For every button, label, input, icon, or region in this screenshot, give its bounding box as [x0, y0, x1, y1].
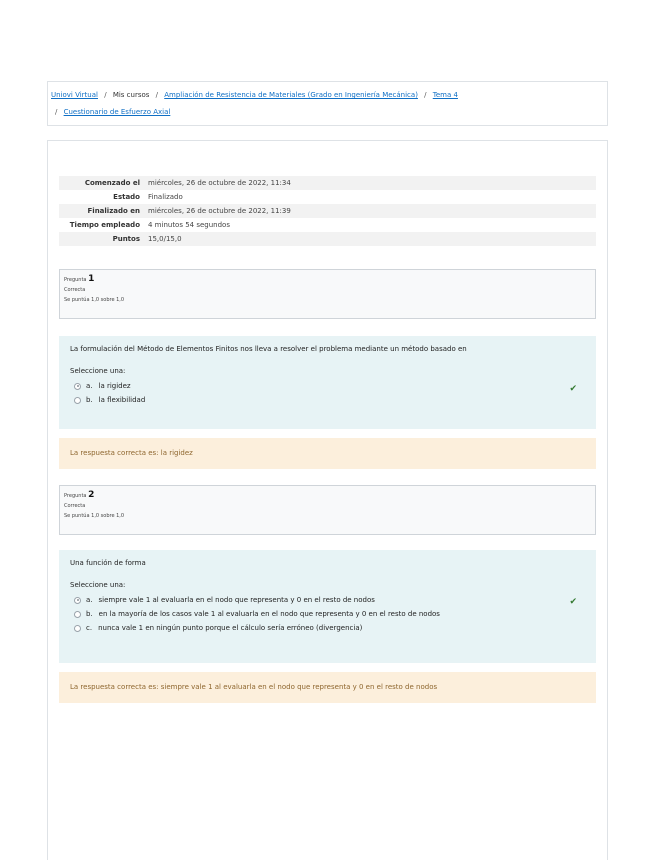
question-content	[59, 550, 596, 663]
breadcrumb-topic-link[interactable]: Tema 4	[432, 91, 458, 99]
answer-option[interactable]	[70, 379, 585, 393]
answer-text: la flexibilidad	[98, 396, 146, 404]
summary-value: 15,0/15,0	[148, 235, 182, 243]
question-label: Pregunta	[64, 493, 87, 499]
question-number	[64, 275, 591, 285]
check-icon: ✔	[569, 384, 577, 394]
question-info	[59, 485, 596, 535]
answer-letter: c.	[86, 624, 93, 632]
summary-value: miércoles, 26 de octubre de 2022, 11:39	[148, 207, 291, 215]
breadcrumb-separator: /	[424, 91, 427, 99]
question-number-value: 2	[88, 490, 95, 500]
summary-label: Comenzado el	[84, 179, 140, 187]
answer-letter: b.	[86, 396, 93, 404]
answer-prompt: Seleccione una:	[70, 367, 126, 375]
correct-answer-feedback: La respuesta correcta es: la rigidez	[59, 438, 596, 469]
summary-label: Puntos	[112, 235, 140, 243]
summary-label: Tiempo empleado	[69, 221, 140, 229]
answer-letter: a.	[86, 382, 93, 390]
radio-button[interactable]	[74, 625, 81, 632]
answer-option[interactable]	[70, 621, 585, 635]
question-text: La formulación del Método de Elementos Finitos nos lleva a resolver el problema mediante un método basado en	[70, 345, 467, 353]
answer-option[interactable]	[70, 393, 585, 407]
summary-value: 4 minutos 54 segundos	[148, 221, 230, 229]
answer-text: la rigidez	[98, 382, 131, 390]
answer-option[interactable]	[70, 607, 585, 621]
correct-answer-feedback: La respuesta correcta es: siempre vale 1 al evaluarla en el nodo que representa y 0 en el resto de nodos	[59, 672, 596, 703]
question-info	[59, 269, 596, 319]
breadcrumb-my-courses: Mis cursos	[112, 91, 150, 99]
breadcrumb-separator: /	[104, 91, 107, 99]
answer-prompt: Seleccione una:	[70, 581, 126, 589]
answer-text: nunca vale 1 en ningún punto porque el cálculo sería erróneo (divergencia)	[98, 624, 363, 632]
radio-button[interactable]	[74, 397, 81, 404]
question-content	[59, 336, 596, 429]
attempt-summary-table	[59, 176, 596, 246]
summary-row-finished	[59, 204, 596, 218]
breadcrumb-quiz-link[interactable]: Cuestionario de Esfuerzo Axial	[63, 108, 171, 116]
summary-value: miércoles, 26 de octubre de 2022, 11:34	[148, 179, 291, 187]
question-grade: Se puntúa 1,0 sobre 1,0	[64, 297, 125, 303]
summary-row-time-taken	[59, 218, 596, 232]
question-number	[64, 491, 591, 501]
question-number-value: 1	[88, 274, 95, 284]
radio-button-checked[interactable]	[74, 383, 81, 390]
answer-letter: b.	[86, 610, 93, 618]
breadcrumb-course-link[interactable]: Ampliación de Resistencia de Materiales (Grado en Ingeniería Mecánica)	[164, 91, 418, 99]
answer-letter: a.	[86, 596, 93, 604]
radio-button[interactable]	[74, 611, 81, 618]
question-text: Una función de forma	[70, 559, 146, 567]
summary-row-started	[59, 176, 596, 190]
answer-text: en la mayoría de los casos vale 1 al evaluarla en el nodo que representa y 0 en el resto de nodos	[98, 610, 440, 618]
summary-label: Estado	[113, 193, 140, 201]
breadcrumb-separator: /	[55, 108, 58, 116]
question-state: Correcta	[64, 503, 86, 509]
breadcrumb-home-link[interactable]: Uniovi Virtual	[51, 91, 98, 99]
answer-text: siempre vale 1 al evaluarla en el nodo que representa y 0 en el resto de nodos	[98, 596, 375, 604]
breadcrumb	[47, 81, 608, 126]
answer-option[interactable]	[70, 593, 585, 607]
summary-row-grade	[59, 232, 596, 246]
breadcrumb-separator: /	[155, 91, 159, 99]
question-label: Pregunta	[64, 277, 87, 283]
radio-button-checked[interactable]	[74, 597, 81, 604]
summary-label: Finalizado en	[87, 207, 140, 215]
question-state: Correcta	[64, 287, 86, 293]
summary-value: Finalizado	[148, 193, 183, 201]
question-grade: Se puntúa 1,0 sobre 1,0	[64, 513, 125, 519]
check-icon: ✔	[569, 597, 577, 607]
summary-row-state	[59, 190, 596, 204]
